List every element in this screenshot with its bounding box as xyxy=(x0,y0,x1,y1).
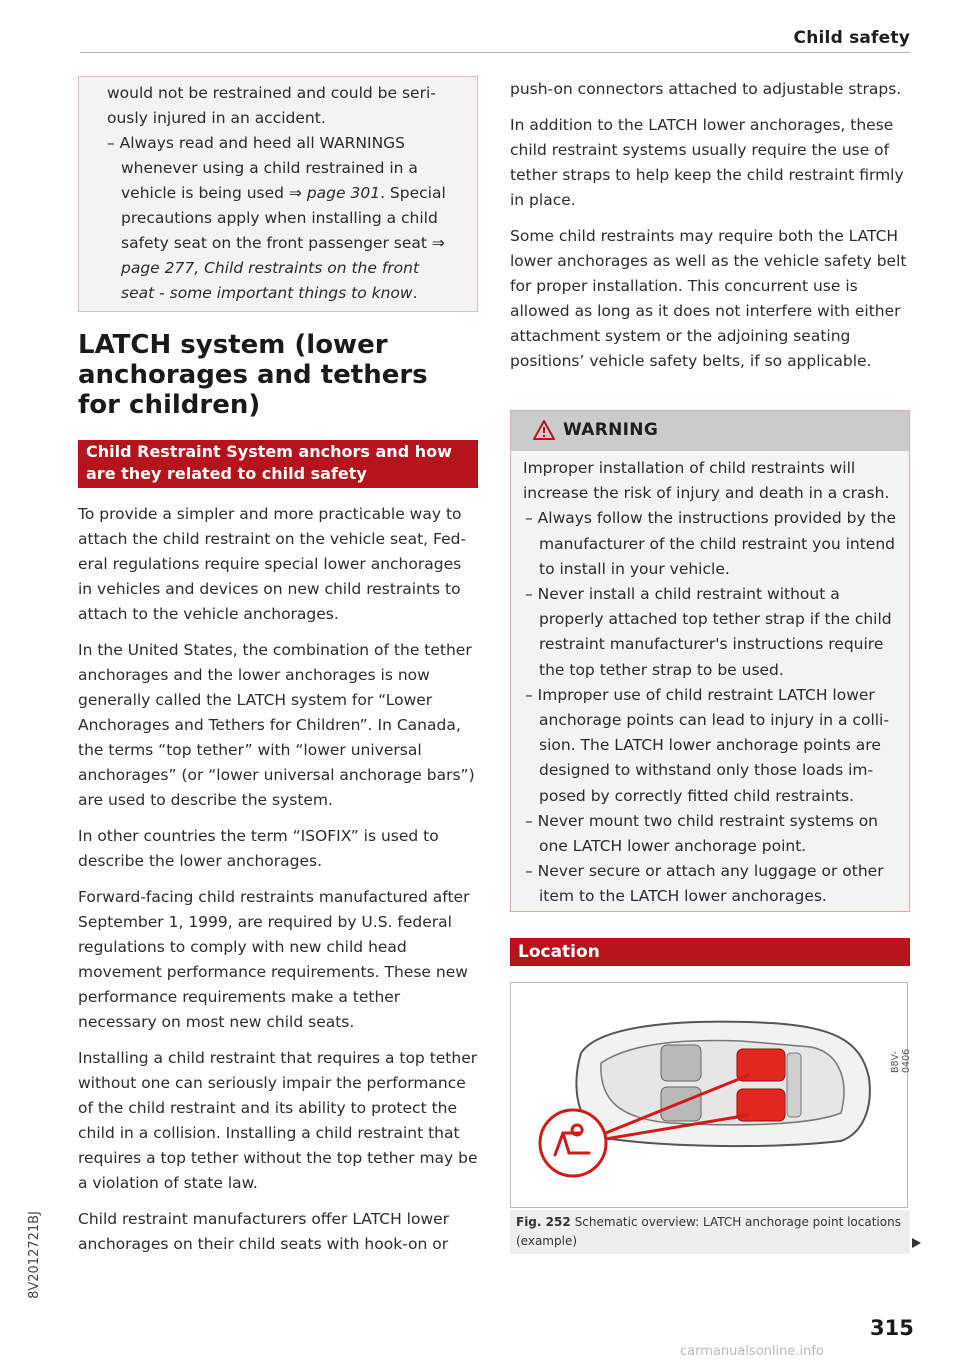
note-mid-text: . Special precautions apply when installing a child safety seat on the front passenger seat xyxy=(121,184,446,252)
car-cabin xyxy=(601,1041,844,1125)
note-bullet xyxy=(103,131,457,306)
warning-item: – Never secure or attach any luggage or other item to the LATCH lower anchorages. xyxy=(525,862,884,906)
warning-title: WARNING xyxy=(563,420,659,440)
left-paragraph: To provide a simpler and more practicable way to attach the child restraint on the vehicle seat, Federal regulations require special lower anchorages in vehicles and devices on new child restraints to attach to the vehicle anchorages. xyxy=(78,505,467,623)
figure-frame xyxy=(510,982,908,1208)
figure-code: B8V-0406 xyxy=(890,1048,912,1073)
left-paragraph: Installing a child restraint that requires a top tether without one can seriously impair the performance of the child restraint and its ability to protect the child in a collision. Installing a child restraint that requires a top tether without the top tether may be a violation of state law. xyxy=(78,1049,478,1192)
left-paragraph: In other countries the term “ISOFIX” is used to describe the lower anchorages. xyxy=(78,827,439,870)
note-ref-301[interactable]: ⇒ page 301 xyxy=(288,184,381,202)
note-end: . xyxy=(412,284,418,302)
subsection-heading: Child Restraint System anchors and how are they related to child safety xyxy=(78,440,478,488)
warning-item: – Never install a child restraint without a properly attached top tether strap if the child restraint manufacturer's instructions require the top tether strap to be used. xyxy=(525,585,892,679)
warning-intro: Improper installation of child restraints will increase the risk of injury and death in a crash. xyxy=(523,459,890,503)
header-rule xyxy=(80,52,910,53)
section-heading: LATCH system (lower anchorages and tethers for children) xyxy=(78,330,428,420)
rear-seat-back xyxy=(787,1053,801,1117)
left-column-body xyxy=(78,502,478,1268)
warning-triangle-icon xyxy=(533,420,555,440)
right-column-body xyxy=(510,77,912,385)
warning-item: – Always follow the instructions provided by the manufacturer of the child restraint you intend to install in your vehicle. xyxy=(525,509,896,578)
right-paragraph: push-on connectors attached to adjustable straps. xyxy=(510,80,902,98)
right-paragraph: Some child restraints may require both the LATCH lower anchorages as well as the vehicle safety belt for proper installation. This concurrent use is allowed as long as it does not interfere with either attachment system or the adjoining seating positions’ vehicle safety belts, if so applicable. xyxy=(510,227,907,370)
front-seat-left xyxy=(661,1045,701,1081)
latch-symbol-icon xyxy=(540,1110,606,1176)
note-continuation: would not be restrained and could be seriously injured in an accident. xyxy=(107,84,436,127)
left-paragraph: Child restraint manufacturers offer LATCH lower anchorages on their child seats with hook-on or xyxy=(78,1210,450,1253)
location-heading: Location xyxy=(510,938,910,966)
warning-box xyxy=(510,410,910,912)
warning-item: – Never mount two child restraint systems on one LATCH lower anchorage point. xyxy=(525,811,879,856)
continue-arrow-icon xyxy=(912,1238,921,1248)
car-schematic-illustration xyxy=(511,983,907,1207)
caption-text: Schematic overview: LATCH anchorage point locations (example) xyxy=(516,1215,901,1248)
left-paragraph: Forward-facing child restraints manufactured after September 1, 1999, are required by U.S. federal regulations to comply with new child head movement performance requirements. These new performance requirements make a tether necessary on most new child seats. xyxy=(78,888,470,1031)
warning-body xyxy=(511,451,909,910)
note-ref-277[interactable]: ⇒ page 277, Child restraints on the front seat - some important things to know xyxy=(121,234,445,302)
figure-caption xyxy=(510,1210,910,1254)
page-number: 315 xyxy=(870,1316,914,1340)
running-head: Child safety xyxy=(793,28,910,48)
left-paragraph: In the United States, the combination of the tether anchorages and the lower anchorages is now generally called the LATCH system for “Lower Anchorages and Tethers for Children”. In Canada, the terms “top tether” with “lower universal anchorages” (or “lower universal anchorage bars”) are used to describe the system. xyxy=(78,641,475,809)
document-code: 8V2012721BJ xyxy=(26,1211,42,1299)
watermark: carmanualsonline.info xyxy=(680,1344,824,1359)
note-box xyxy=(78,76,478,312)
warning-header xyxy=(511,411,909,451)
warning-item: – Improper use of child restraint LATCH lower anchorage points can lead to injury in a collision. The LATCH lower anchorage points are designed to withstand only those loads imposed by correctly fitted child restraints. xyxy=(525,685,889,805)
note-bullet-text: – Always read and heed all WARNINGS whenever using a child restrained in a vehicle is being used xyxy=(107,134,418,202)
caption-label: Fig. 252 xyxy=(516,1215,571,1229)
right-paragraph: In addition to the LATCH lower anchorages, these child restraint systems usually require the use of tether straps to help keep the child restraint firmly in place. xyxy=(510,116,904,209)
